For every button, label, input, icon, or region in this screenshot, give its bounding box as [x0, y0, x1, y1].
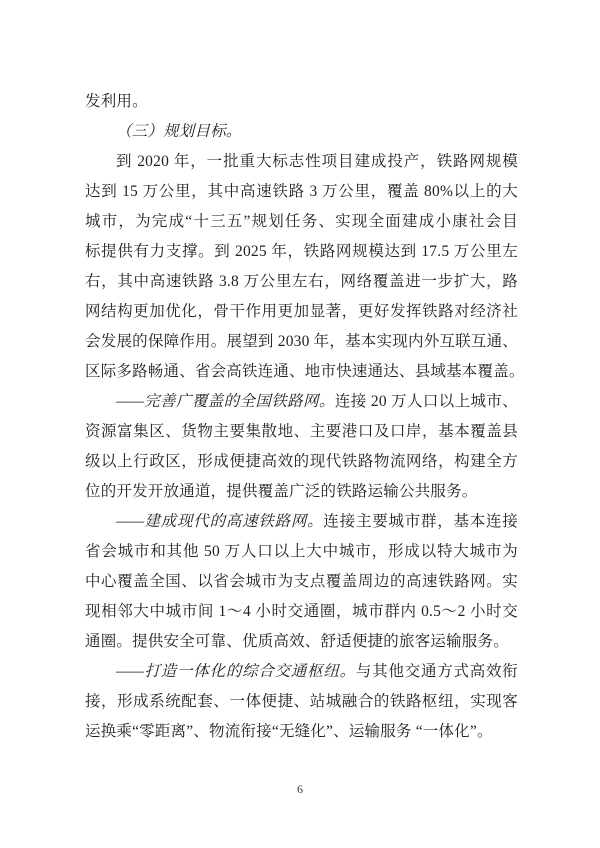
- text-line: [85, 357, 525, 387]
- body-text-segment: 会发展的保障作用。展望到 2030 年，基本实现内外互联互通、: [85, 333, 518, 350]
- emphasis-heading-text: （三）规划目标。: [116, 123, 242, 140]
- text-line: [85, 237, 518, 267]
- text-line: [85, 717, 518, 747]
- text-line: [85, 687, 518, 717]
- text-line: [85, 387, 518, 417]
- text-line: [85, 597, 518, 627]
- body-text-segment: 连接 20 万人口以上城市、: [334, 393, 518, 410]
- body-text-segment: 资源富集区、货物主要集散地、主要港口及口岸，基本覆盖县: [85, 423, 518, 440]
- body-text-segment: 连接主要城市群，基本连接: [323, 513, 518, 530]
- body-text-segment: 位的开发开放通道，提供覆盖广泛的铁路运输公共服务。: [85, 483, 478, 500]
- body-text-segment: 省会城市和其他 50 万人口以上大中城市，形成以特大城市为: [85, 543, 518, 560]
- text-line: [85, 627, 518, 657]
- page-number: 6: [297, 782, 303, 796]
- text-line: [85, 87, 518, 117]
- text-line: [85, 657, 518, 687]
- text-line: [85, 447, 518, 477]
- text-line: [85, 297, 518, 327]
- document-body: [85, 87, 525, 747]
- text-line: [85, 327, 518, 357]
- body-text-segment: 中心覆盖全国、以省会城市为支点覆盖周边的高速铁路网。实: [85, 573, 518, 590]
- body-text-segment: 运换乘“零距离”、物流衔接“无缝化”、运输服务 “一体化”。: [85, 723, 493, 740]
- text-line: [85, 117, 518, 147]
- body-text-segment: 标提供有力支撑。到 2025 年，铁路网规模达到 17.5 万公里左: [85, 243, 518, 260]
- body-text-segment: 到 2020 年，一批重大标志性项目建成投产，铁路网规模: [116, 153, 518, 170]
- text-line: [85, 147, 518, 177]
- body-text-segment: 区际多路畅通、省会高铁连通、地市快速通达、县域基本覆盖。: [85, 363, 525, 380]
- text-line: [85, 567, 518, 597]
- text-line: [85, 267, 518, 297]
- text-line: [85, 507, 518, 537]
- body-text-segment: 与其他交通方式高效衔: [355, 663, 518, 680]
- text-line: [85, 477, 518, 507]
- body-text-segment: 接，形成系统配套、一体便捷、站城融合的铁路枢纽，实现客: [85, 693, 518, 710]
- body-text-segment: 现相邻大中城市间 1～4 小时交通圈，城市群内 0.5～2 小时交: [85, 603, 518, 620]
- text-line: [85, 537, 518, 567]
- text-line: [85, 417, 518, 447]
- emphasis-heading-text: ——打造一体化的综合交通枢纽。: [116, 663, 356, 680]
- body-text-segment: 通圈。提供安全可靠、优质高效、舒适便捷的旅客运输服务。: [85, 633, 509, 650]
- emphasis-heading-text: ——建成现代的高速铁路网。: [116, 513, 324, 530]
- body-text-segment: 网结构更加优化，骨干作用更加显著，更好发挥铁路对经济社: [85, 303, 518, 320]
- body-text-segment: 达到 15 万公里，其中高速铁路 3 万公里，覆盖 80%以上的大: [85, 183, 518, 200]
- text-line: [85, 177, 518, 207]
- body-text-segment: 右，其中高速铁路 3.8 万公里左右，网络覆盖进一步扩大，路: [85, 273, 518, 290]
- body-text-segment: 发利用。: [85, 93, 148, 110]
- text-line: [85, 207, 518, 237]
- body-text-segment: 级以上行政区，形成便捷高效的现代铁路物流网络，构建全方: [85, 453, 518, 470]
- body-text-segment: 城市，为完成“十三五”规划任务、实现全面建成小康社会目: [85, 213, 518, 230]
- emphasis-heading-text: ——完善广覆盖的全国铁路网。: [116, 393, 335, 410]
